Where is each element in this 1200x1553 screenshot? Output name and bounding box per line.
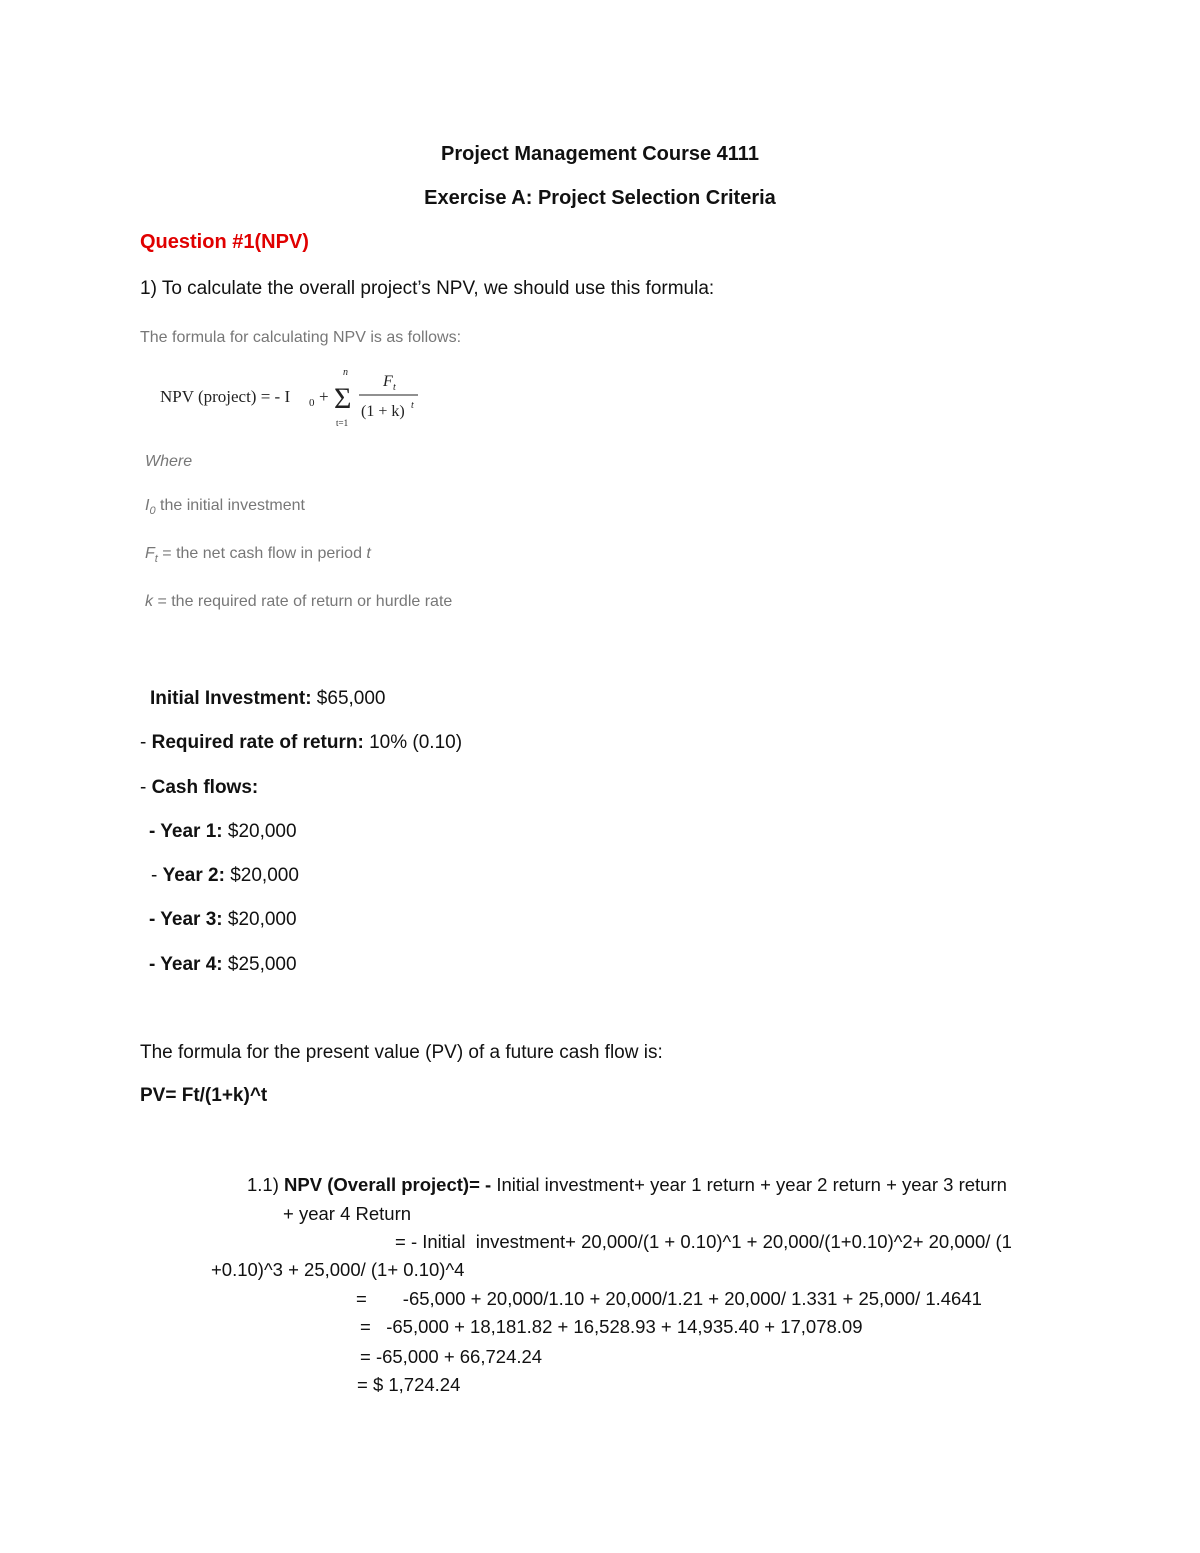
cash-flows-label: Cash flows: xyxy=(151,777,259,798)
calc-label: NPV (Overall project)= - xyxy=(284,1174,497,1195)
year-1-line xyxy=(149,821,297,843)
initial-investment-line xyxy=(150,688,386,710)
npv-calc-line-8: = $ 1,724.24 xyxy=(357,1374,461,1395)
formula-numerator: F xyxy=(383,373,393,390)
npv-calc-line-4: +0.10)^3 + 25,000/ (1+ 0.10)^4 xyxy=(211,1259,465,1280)
formula-lhs: NPV (project) = - I xyxy=(160,387,291,406)
npv-calc-line-2: + year 4 Return xyxy=(283,1203,412,1224)
def-i0-text: the initial investment xyxy=(155,497,305,514)
formula-denominator-sup: t xyxy=(411,400,414,411)
def-required-rate xyxy=(145,593,452,611)
formula-sigma-bottom: t=1 xyxy=(336,418,349,428)
year-3-label: Year 3: xyxy=(160,909,223,930)
year-4-value: $25,000 xyxy=(222,954,297,975)
year-4-line xyxy=(149,954,297,976)
year-1-value: $20,000 xyxy=(222,821,297,842)
def-ft-t: t xyxy=(366,545,371,562)
year-2-line xyxy=(151,865,299,887)
def-k-symbol: k xyxy=(145,593,153,610)
def-initial-investment xyxy=(145,497,305,517)
npv-calc-line-5: = -65,000 + 20,000/1.10 + 20,000/1.21 + 20,000/ 1.331 + 25,000/ 1.4641 xyxy=(356,1288,982,1309)
year-4-prefix: - xyxy=(149,954,161,975)
year-2-prefix: - xyxy=(151,865,163,886)
def-net-cash-flow xyxy=(145,545,371,565)
year-2-label: Year 2: xyxy=(162,865,225,886)
required-rate-value: 10% (0.10) xyxy=(363,732,463,753)
formula-sigma: Σ xyxy=(334,382,352,415)
year-3-prefix: - xyxy=(149,909,161,930)
pv-intro: The formula for the present value (PV) of a future cash flow is: xyxy=(140,1042,663,1063)
cash-flows-prefix: - xyxy=(140,777,152,798)
def-ft-symbol: F xyxy=(145,545,155,562)
required-rate-prefix: - xyxy=(140,732,152,753)
initial-investment-value: $65,000 xyxy=(311,688,386,709)
required-rate-label: Required rate of return: xyxy=(151,732,364,753)
pv-formula: PV= Ft/(1+k)^t xyxy=(140,1085,268,1106)
year-3-value: $20,000 xyxy=(222,909,297,930)
npv-calc-line-1 xyxy=(247,1174,1007,1196)
initial-investment-label: Initial Investment: xyxy=(150,688,312,709)
def-ft-sub: t xyxy=(154,553,158,566)
year-4-label: Year 4: xyxy=(160,954,223,975)
def-ft-text: = the net cash flow in period xyxy=(157,545,367,562)
npv-calc-line-6: = -65,000 + 18,181.82 + 16,528.93 + 14,935.40 + 17,078.09 xyxy=(360,1316,863,1337)
formula-lhs-sub: 0 xyxy=(309,397,315,409)
calc-number: 1.1) xyxy=(247,1174,285,1195)
course-title: Project Management Course 4111 xyxy=(441,143,759,165)
npv-calc-line-7: = -65,000 + 66,724.24 xyxy=(360,1346,543,1367)
question-intro: 1) To calculate the overall project’s NPV, we should use this formula: xyxy=(140,278,715,299)
formula-denominator: (1 + k) xyxy=(361,403,405,420)
cash-flows-line xyxy=(140,777,258,799)
def-k-text: = the required rate of return or hurdle rate xyxy=(153,593,453,610)
formula-numerator-sub: t xyxy=(393,382,396,393)
npv-calc-line-3: = - Initial investment+ 20,000/(1 + 0.10)^1 + 20,000/(1+0.10)^2+ 20,000/ (1 xyxy=(395,1231,1012,1252)
npv-formula-image xyxy=(140,322,500,622)
year-1-label: Year 1: xyxy=(160,821,223,842)
required-rate-line xyxy=(140,732,462,754)
npv-formula xyxy=(160,366,430,435)
npv-formula-svg xyxy=(160,366,430,430)
exercise-title: Exercise A: Project Selection Criteria xyxy=(424,187,776,209)
year-2-value: $20,000 xyxy=(224,865,299,886)
def-i0-sub: 0 xyxy=(149,505,156,518)
where-label: Where xyxy=(145,453,193,470)
formula-caption: The formula for calculating NPV is as follows: xyxy=(140,329,462,346)
year-3-line xyxy=(149,909,297,931)
formula-sigma-top: n xyxy=(343,367,348,378)
year-1-prefix: - xyxy=(149,821,161,842)
formula-plus: + xyxy=(319,387,329,406)
def-i0-symbol: I xyxy=(145,497,150,514)
question-heading: Question #1(NPV) xyxy=(140,231,309,253)
calc-line1-rest: Initial investment+ year 1 return + year 2 return + year 3 return xyxy=(496,1174,1007,1195)
